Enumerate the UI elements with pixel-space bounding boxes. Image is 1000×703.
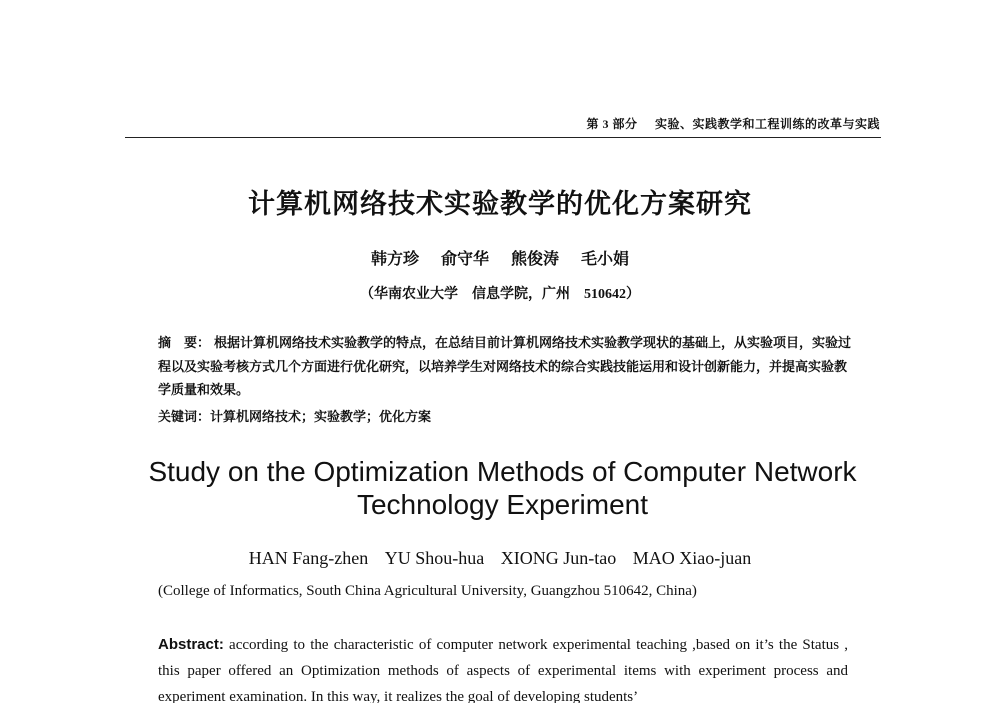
author-cn-2: 俞守华	[440, 251, 489, 268]
chinese-abstract	[158, 331, 853, 401]
header-rule	[125, 137, 881, 138]
english-abstract	[158, 632, 848, 703]
author-en-1: HAN Fang-zhen	[248, 548, 369, 568]
chinese-authors	[0, 246, 1000, 269]
chinese-abstract-text: 根据计算机网络技术实验教学的特点，在总结目前计算机网络技术实验教学现状的基础上，从实验项目，实验过程以及实验考核方式几个方面进行优化研究，以培养学生对网络技术的综合实践技能运用和设计创新能力，并提高实验教学质量和效果。	[158, 335, 852, 397]
english-affiliation: (College of Informatics, South China Agricultural University, Guangzhou 510642, China)	[158, 583, 697, 599]
english-title: Study on the Optimization Methods of Computer Network Technology Experiment	[148, 456, 857, 520]
author-en-3: XIONG Jun-tao	[500, 548, 617, 568]
running-head-section: 第 3 部分	[586, 117, 638, 131]
chinese-affiliation: （华南农业大学 信息学院，广州 510642）	[360, 287, 640, 302]
chinese-keywords-text: 计算机网络技术；实验教学；优化方案	[210, 409, 432, 424]
running-head-title: 实验、实践教学和工程训练的改革与实践	[654, 117, 880, 131]
running-head	[586, 115, 880, 132]
chinese-abstract-label: 摘 要：	[158, 336, 211, 351]
chinese-keywords-label: 关键词：	[158, 410, 211, 425]
author-en-4: MAO Xiao-juan	[632, 548, 752, 568]
author-cn-1: 韩方珍	[370, 251, 419, 268]
english-abstract-label: Abstract:	[158, 636, 224, 653]
author-en-2: YU Shou-hua	[384, 548, 485, 568]
author-cn-4: 毛小娟	[581, 251, 630, 268]
english-authors	[0, 548, 1000, 569]
author-cn-3: 熊俊涛	[511, 251, 560, 268]
chinese-keywords	[158, 406, 853, 425]
chinese-title: 计算机网络技术实验教学的优化方案研究	[248, 189, 752, 220]
english-abstract-text: according to the characteristic of computer network experimental teaching ,based on it’s the Status , this paper offered an Optimization methods of aspects of experimental items with experiment process and experiment examination. In this way, it realizes the goal of developing students’	[158, 637, 849, 703]
